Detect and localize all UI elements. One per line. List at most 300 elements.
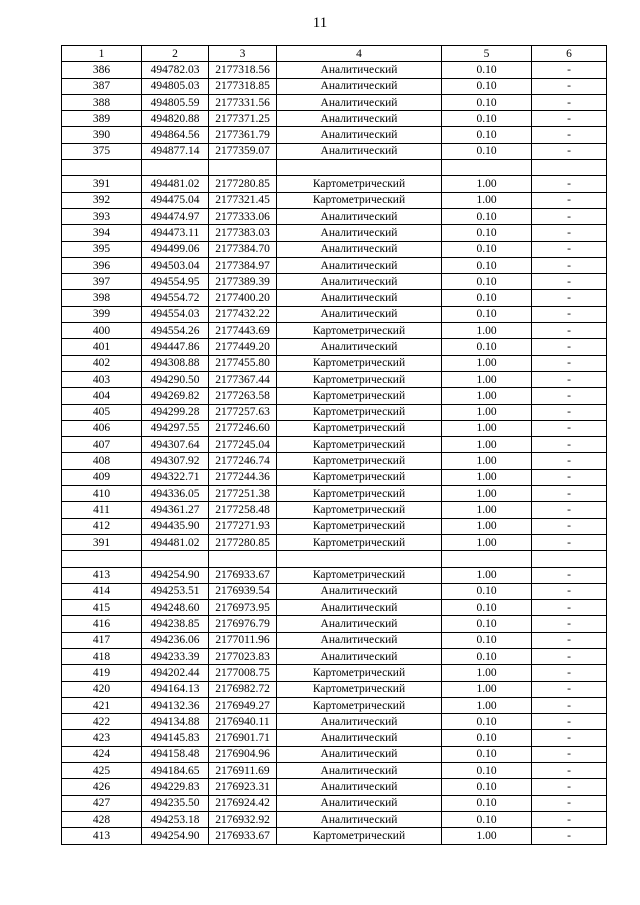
cell-point-number: 391 [62, 176, 142, 192]
cell-point-number: 405 [62, 404, 142, 420]
cell-x: 494290.50 [142, 371, 209, 387]
cell-point-number [62, 551, 142, 567]
table-row [62, 632, 607, 648]
cell-method: Аналитический [277, 616, 442, 632]
cell-y: 2177257.63 [209, 404, 277, 420]
table-row [62, 62, 607, 78]
table-row [62, 176, 607, 192]
cell-x: 494336.05 [142, 486, 209, 502]
cell-accuracy: 1.00 [442, 388, 532, 404]
cell-point-number: 413 [62, 567, 142, 583]
cell-point-number: 394 [62, 225, 142, 241]
cell-y: 2177245.04 [209, 437, 277, 453]
cell-method: Аналитический [277, 648, 442, 664]
cell-accuracy: 1.00 [442, 404, 532, 420]
table-row [62, 453, 607, 469]
cell-y: 2177383.03 [209, 225, 277, 241]
cell-point-number: 420 [62, 681, 142, 697]
table-row [62, 811, 607, 827]
cell-point-number: 422 [62, 714, 142, 730]
table-row [62, 828, 607, 844]
cell-description: - [532, 371, 607, 387]
cell-method: Аналитический [277, 257, 442, 273]
cell-x: 494134.88 [142, 714, 209, 730]
cell-y: 2176939.54 [209, 583, 277, 599]
cell-accuracy: 1.00 [442, 437, 532, 453]
table-row [62, 420, 607, 436]
table-row [62, 469, 607, 485]
cell-y: 2177333.06 [209, 208, 277, 224]
cell-x: 494435.90 [142, 518, 209, 534]
cell-description: - [532, 730, 607, 746]
cell-x: 494322.71 [142, 469, 209, 485]
cell-point-number: 407 [62, 437, 142, 453]
table-row [62, 746, 607, 762]
cell-y: 2177280.85 [209, 534, 277, 550]
cell-accuracy: 0.10 [442, 746, 532, 762]
cell-x: 494864.56 [142, 127, 209, 143]
cell-description: - [532, 290, 607, 306]
cell-y: 2177263.58 [209, 388, 277, 404]
header-cell-method: 4 [277, 46, 442, 62]
coordinates-table [61, 45, 607, 845]
cell-method: Аналитический [277, 306, 442, 322]
cell-point-number: 403 [62, 371, 142, 387]
cell-description [532, 160, 607, 176]
cell-method: Картометрический [277, 534, 442, 550]
cell-point-number: 386 [62, 62, 142, 78]
cell-description: - [532, 469, 607, 485]
cell-method: Картометрический [277, 502, 442, 518]
cell-y: 2177384.97 [209, 257, 277, 273]
cell-accuracy: 1.00 [442, 697, 532, 713]
cell-accuracy: 0.10 [442, 241, 532, 257]
cell-description: - [532, 78, 607, 94]
cell-y: 2177011.96 [209, 632, 277, 648]
cell-description: - [532, 404, 607, 420]
cell-x: 494481.02 [142, 176, 209, 192]
cell-description: - [532, 502, 607, 518]
cell-y: 2176940.11 [209, 714, 277, 730]
table-row [62, 730, 607, 746]
cell-accuracy: 1.00 [442, 323, 532, 339]
cell-accuracy: 1.00 [442, 665, 532, 681]
cell-y [209, 160, 277, 176]
cell-point-number: 392 [62, 192, 142, 208]
cell-accuracy: 0.10 [442, 779, 532, 795]
cell-x: 494820.88 [142, 111, 209, 127]
cell-x: 494447.86 [142, 339, 209, 355]
cell-y: 2177246.74 [209, 453, 277, 469]
table-header [62, 46, 607, 62]
cell-y: 2177359.07 [209, 143, 277, 159]
cell-description: - [532, 763, 607, 779]
cell-description: - [532, 518, 607, 534]
cell-method: Картометрический [277, 437, 442, 453]
cell-method: Картометрический [277, 518, 442, 534]
cell-method: Аналитический [277, 274, 442, 290]
cell-description: - [532, 388, 607, 404]
cell-method: Картометрический [277, 828, 442, 844]
cell-accuracy: 1.00 [442, 371, 532, 387]
cell-description: - [532, 795, 607, 811]
cell-description: - [532, 127, 607, 143]
cell-x: 494269.82 [142, 388, 209, 404]
cell-x: 494554.95 [142, 274, 209, 290]
cell-y: 2176976.79 [209, 616, 277, 632]
cell-y: 2177251.38 [209, 486, 277, 502]
table-row [62, 225, 607, 241]
cell-x: 494308.88 [142, 355, 209, 371]
table-row [62, 290, 607, 306]
cell-point-number: 397 [62, 274, 142, 290]
cell-point-number: 390 [62, 127, 142, 143]
cell-method: Аналитический [277, 339, 442, 355]
cell-description: - [532, 257, 607, 273]
cell-description: - [532, 746, 607, 762]
cell-accuracy: 0.10 [442, 763, 532, 779]
cell-accuracy [442, 551, 532, 567]
cell-description: - [532, 274, 607, 290]
cell-description: - [532, 453, 607, 469]
cell-point-number: 418 [62, 648, 142, 664]
cell-method: Аналитический [277, 600, 442, 616]
cell-point-number [62, 160, 142, 176]
cell-description: - [532, 714, 607, 730]
cell-accuracy: 0.10 [442, 714, 532, 730]
cell-x: 494202.44 [142, 665, 209, 681]
cell-y: 2177271.93 [209, 518, 277, 534]
cell-description: - [532, 355, 607, 371]
cell-y: 2176933.67 [209, 828, 277, 844]
table-row [62, 192, 607, 208]
cell-method: Картометрический [277, 681, 442, 697]
cell-method: Аналитический [277, 208, 442, 224]
cell-method: Аналитический [277, 62, 442, 78]
table-row [62, 616, 607, 632]
cell-y: 2176973.95 [209, 600, 277, 616]
cell-accuracy [442, 160, 532, 176]
cell-y: 2177455.80 [209, 355, 277, 371]
cell-x: 494236.06 [142, 632, 209, 648]
cell-y: 2176911.69 [209, 763, 277, 779]
cell-method: Аналитический [277, 127, 442, 143]
cell-x: 494475.04 [142, 192, 209, 208]
cell-x: 494248.60 [142, 600, 209, 616]
cell-point-number: 393 [62, 208, 142, 224]
cell-y: 2176901.71 [209, 730, 277, 746]
table-row [62, 257, 607, 273]
cell-description: - [532, 192, 607, 208]
cell-accuracy: 0.10 [442, 339, 532, 355]
cell-accuracy: 0.10 [442, 78, 532, 94]
table-row [62, 323, 607, 339]
cell-accuracy: 1.00 [442, 176, 532, 192]
cell-point-number: 414 [62, 583, 142, 599]
cell-x: 494499.06 [142, 241, 209, 257]
cell-x: 494254.90 [142, 567, 209, 583]
cell-method: Картометрический [277, 404, 442, 420]
cell-description: - [532, 583, 607, 599]
cell-method: Аналитический [277, 143, 442, 159]
cell-x [142, 160, 209, 176]
table-row [62, 355, 607, 371]
header-cell-point-number: 1 [62, 46, 142, 62]
cell-method: Аналитический [277, 730, 442, 746]
header-cell-x: 2 [142, 46, 209, 62]
cell-point-number: 415 [62, 600, 142, 616]
table-row [62, 274, 607, 290]
table-row [62, 583, 607, 599]
table-body [62, 62, 607, 844]
cell-accuracy: 1.00 [442, 567, 532, 583]
cell-description: - [532, 111, 607, 127]
table-row [62, 388, 607, 404]
table-row [62, 567, 607, 583]
cell-y: 2177389.39 [209, 274, 277, 290]
cell-description: - [532, 176, 607, 192]
table-row [62, 665, 607, 681]
cell-point-number: 375 [62, 143, 142, 159]
cell-description: - [532, 225, 607, 241]
cell-accuracy: 1.00 [442, 518, 532, 534]
cell-y [209, 551, 277, 567]
cell-description: - [532, 567, 607, 583]
cell-x: 494307.92 [142, 453, 209, 469]
header-cell-y: 3 [209, 46, 277, 62]
table-row [62, 437, 607, 453]
cell-accuracy: 1.00 [442, 420, 532, 436]
cell-x: 494229.83 [142, 779, 209, 795]
cell-description: - [532, 648, 607, 664]
cell-x: 494805.59 [142, 94, 209, 110]
cell-y: 2177367.44 [209, 371, 277, 387]
cell-method [277, 551, 442, 567]
cell-method: Аналитический [277, 632, 442, 648]
cell-y: 2176904.96 [209, 746, 277, 762]
cell-method: Картометрический [277, 371, 442, 387]
cell-accuracy: 0.10 [442, 111, 532, 127]
table-row [62, 714, 607, 730]
cell-x: 494238.85 [142, 616, 209, 632]
cell-point-number: 426 [62, 779, 142, 795]
cell-method: Аналитический [277, 763, 442, 779]
table-row [62, 518, 607, 534]
table-row-separator [62, 551, 607, 567]
cell-x: 494481.02 [142, 534, 209, 550]
cell-description: - [532, 62, 607, 78]
table-row [62, 404, 607, 420]
cell-method: Аналитический [277, 290, 442, 306]
cell-accuracy: 0.10 [442, 274, 532, 290]
cell-accuracy: 0.10 [442, 648, 532, 664]
cell-description: - [532, 339, 607, 355]
cell-accuracy: 1.00 [442, 469, 532, 485]
cell-y: 2177371.25 [209, 111, 277, 127]
cell-y: 2177008.75 [209, 665, 277, 681]
cell-y: 2177244.36 [209, 469, 277, 485]
cell-x: 494554.03 [142, 306, 209, 322]
cell-point-number: 402 [62, 355, 142, 371]
table-row [62, 648, 607, 664]
cell-method: Аналитический [277, 225, 442, 241]
cell-method: Аналитический [277, 78, 442, 94]
cell-x: 494297.55 [142, 420, 209, 436]
cell-y: 2177318.85 [209, 78, 277, 94]
cell-accuracy: 1.00 [442, 486, 532, 502]
cell-x: 494805.03 [142, 78, 209, 94]
cell-x: 494145.83 [142, 730, 209, 746]
cell-x: 494361.27 [142, 502, 209, 518]
cell-point-number: 406 [62, 420, 142, 436]
cell-description [532, 551, 607, 567]
cell-method: Картометрический [277, 469, 442, 485]
cell-y: 2176923.31 [209, 779, 277, 795]
cell-x: 494253.51 [142, 583, 209, 599]
cell-x: 494474.97 [142, 208, 209, 224]
cell-accuracy: 0.10 [442, 795, 532, 811]
cell-accuracy: 0.10 [442, 811, 532, 827]
cell-accuracy: 0.10 [442, 94, 532, 110]
cell-method: Картометрический [277, 420, 442, 436]
cell-y: 2177258.48 [209, 502, 277, 518]
cell-x: 494782.03 [142, 62, 209, 78]
cell-description: - [532, 486, 607, 502]
cell-point-number: 396 [62, 257, 142, 273]
cell-point-number: 387 [62, 78, 142, 94]
cell-description: - [532, 632, 607, 648]
cell-x: 494164.13 [142, 681, 209, 697]
cell-point-number: 413 [62, 828, 142, 844]
cell-y: 2177361.79 [209, 127, 277, 143]
cell-x: 494554.72 [142, 290, 209, 306]
cell-y: 2176924.42 [209, 795, 277, 811]
cell-method: Аналитический [277, 583, 442, 599]
cell-y: 2177449.20 [209, 339, 277, 355]
cell-y: 2177384.70 [209, 241, 277, 257]
cell-y: 2177443.69 [209, 323, 277, 339]
cell-accuracy: 0.10 [442, 583, 532, 599]
cell-accuracy: 1.00 [442, 355, 532, 371]
cell-point-number: 412 [62, 518, 142, 534]
cell-description: - [532, 779, 607, 795]
cell-method: Аналитический [277, 111, 442, 127]
cell-accuracy: 0.10 [442, 306, 532, 322]
cell-accuracy: 0.10 [442, 616, 532, 632]
cell-y: 2177432.22 [209, 306, 277, 322]
cell-y: 2177400.20 [209, 290, 277, 306]
cell-x: 494158.48 [142, 746, 209, 762]
cell-point-number: 401 [62, 339, 142, 355]
cell-point-number: 428 [62, 811, 142, 827]
cell-x: 494184.65 [142, 763, 209, 779]
cell-x: 494253.18 [142, 811, 209, 827]
cell-y: 2176949.27 [209, 697, 277, 713]
cell-description: - [532, 241, 607, 257]
cell-method: Аналитический [277, 714, 442, 730]
cell-y: 2176933.67 [209, 567, 277, 583]
cell-accuracy: 0.10 [442, 62, 532, 78]
cell-method: Картометрический [277, 323, 442, 339]
cell-accuracy: 1.00 [442, 502, 532, 518]
cell-method: Аналитический [277, 795, 442, 811]
table-row [62, 763, 607, 779]
table-row [62, 143, 607, 159]
cell-point-number: 391 [62, 534, 142, 550]
cell-description: - [532, 828, 607, 844]
cell-point-number: 424 [62, 746, 142, 762]
cell-accuracy: 0.10 [442, 600, 532, 616]
cell-accuracy: 0.10 [442, 632, 532, 648]
cell-x: 494235.50 [142, 795, 209, 811]
cell-y: 2177246.60 [209, 420, 277, 436]
cell-description: - [532, 697, 607, 713]
cell-accuracy: 0.10 [442, 257, 532, 273]
cell-point-number: 427 [62, 795, 142, 811]
header-cell-description: 6 [532, 46, 607, 62]
cell-description: - [532, 323, 607, 339]
cell-method: Аналитический [277, 94, 442, 110]
cell-method: Картометрический [277, 697, 442, 713]
cell-x: 494307.64 [142, 437, 209, 453]
cell-method: Картометрический [277, 355, 442, 371]
cell-accuracy: 1.00 [442, 192, 532, 208]
cell-method: Картометрический [277, 453, 442, 469]
table-row [62, 795, 607, 811]
cell-description: - [532, 420, 607, 436]
cell-accuracy: 1.00 [442, 828, 532, 844]
table-row [62, 681, 607, 697]
cell-description: - [532, 94, 607, 110]
cell-point-number: 410 [62, 486, 142, 502]
cell-point-number: 409 [62, 469, 142, 485]
table-row [62, 94, 607, 110]
table-row [62, 697, 607, 713]
cell-method: Картометрический [277, 388, 442, 404]
cell-y: 2176932.92 [209, 811, 277, 827]
cell-x: 494299.28 [142, 404, 209, 420]
cell-accuracy: 1.00 [442, 453, 532, 469]
cell-description: - [532, 681, 607, 697]
cell-point-number: 389 [62, 111, 142, 127]
cell-accuracy: 0.10 [442, 730, 532, 746]
cell-description: - [532, 665, 607, 681]
cell-accuracy: 0.10 [442, 225, 532, 241]
table-row [62, 208, 607, 224]
cell-point-number: 398 [62, 290, 142, 306]
cell-description: - [532, 143, 607, 159]
cell-y: 2177023.83 [209, 648, 277, 664]
cell-x: 494503.04 [142, 257, 209, 273]
cell-description: - [532, 534, 607, 550]
cell-description: - [532, 811, 607, 827]
table-row [62, 241, 607, 257]
cell-x: 494132.36 [142, 697, 209, 713]
cell-method: Аналитический [277, 746, 442, 762]
header-cell-accuracy: 5 [442, 46, 532, 62]
cell-point-number: 425 [62, 763, 142, 779]
cell-y: 2176982.72 [209, 681, 277, 697]
cell-point-number: 395 [62, 241, 142, 257]
table-row [62, 486, 607, 502]
cell-description: - [532, 600, 607, 616]
cell-method: Картометрический [277, 192, 442, 208]
cell-point-number: 423 [62, 730, 142, 746]
cell-point-number: 400 [62, 323, 142, 339]
cell-y: 2177331.56 [209, 94, 277, 110]
cell-point-number: 417 [62, 632, 142, 648]
table-row [62, 779, 607, 795]
